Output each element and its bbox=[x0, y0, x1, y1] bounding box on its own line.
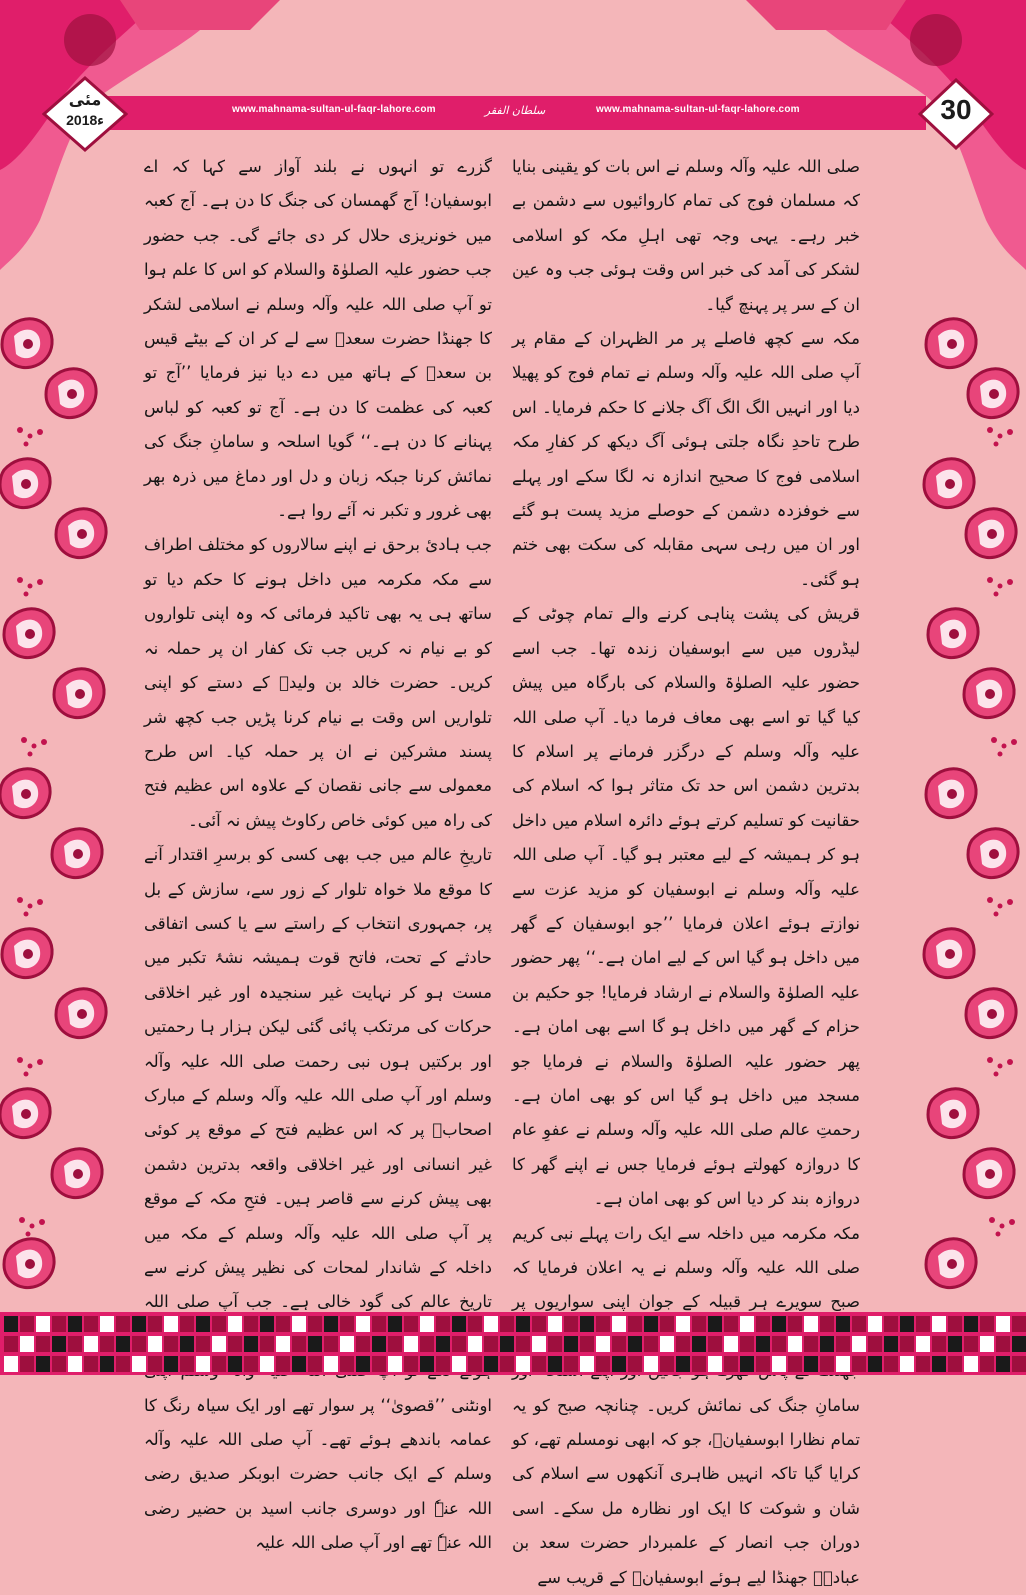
paisley-border-left bbox=[0, 319, 106, 1288]
website-url-left[interactable]: www.mahnama-sultan-ul-faqr-lahore.com bbox=[232, 104, 436, 115]
checker-strip-icon bbox=[0, 1312, 1026, 1375]
paragraph: مکہ مکرمہ میں داخلہ سے ایک رات پہلے نبی کریم صلی اللہ علیہ وآلہ وسلم نے یہ اعلان فرمایا کہ صبح سویرے ہر قبیلہ کے جوان اپنی سواریوں پر سامانِ جنگ کی نمائش کریں۔ چنانچہ صبح کو یہ تمام نظارا ابوسفیانؓ، جو کہ ابھی نومسلم تھے، کو کرایا گیا تاکہ انہیں ظاہری آنکھوں سے اسلام کی شان و شوکت کا ایک اور نظارہ مل سکے۔ اسی دوران جب انصار کے علمبردار حضرت سعد بن عبادہؓ جھنڈا لیے ہوئے ابوسفیانؓ کے قریب سے bbox=[512, 1223, 860, 1587]
paragraph: قریش کی پشت پناہی کرنے والے تمام چوٹی کے لیڈروں میں سے ابوسفیان زندہ تھا۔ جب اسے حضور علیہ الصلوٰۃ والسلام کی بارگاہ میں پیش کیا گیا تو اسے بھی معاف فرما دیا۔ آپ صلی اللہ علیہ وآلہ وسلم کے درگزر فرمانے پر اسلام کا بدترین دشمن اس حد تک متاثر ہوا کہ اسلام کی حقانیت کو تسلیم کرتے ہوئے دائرہ اسلام میں داخل ہو کر ہمیشہ کے لیے معتبر ہو گیا۔ آپ صلی اللہ علیہ وآلہ وسلم نے ابوسفیان کو مزید عزت سے نوازتے ہوئے اعلان فرمایا ’’جو ابوسفیان کے گھر میں داخل ہو گیا اس کے لیے امان ہے۔‘‘ پھر حضور علیہ الصلوٰۃ والسلام نے ارشاد فرمایا! جو حکیم بن حزام کے گھر میں داخل ہو گا اسے بھی امان ہے۔ پھر حضور علیہ الصلوٰۃ والسلام نے فرمایا جو مسجد میں داخل ہو گیا اس کو بھی امان ہے۔ رحمتِ عالم صلی اللہ علیہ وآلہ وسلم نے عفوِ عام کا دروازہ کھولتے ہوئے فرمایا جس نے اپنے گھر کا دروازہ بند کر دیا اس کو بھی امان ہے۔ bbox=[512, 604, 860, 1209]
paisley-border-right bbox=[924, 319, 1018, 1288]
article-column-right bbox=[512, 150, 860, 1595]
issue-year: 2018ء bbox=[66, 112, 104, 128]
paragraph: جب ہادیٔ برحق نے اپنے سالاروں کو مختلف اطراف سے مکہ مکرمہ میں داخل ہونے کا حکم دیا تو ساتھ ہی یہ بھی تاکید فرمائی کہ وہ اپنی تلواروں کو بے نیام نہ کریں جب تک کفار ان پر حملہ نہ کریں۔ حضرت خالد بن ولیدؓ کے دستے کو اپنی تلواریں اس وقت بے نیام کرنا پڑیں جب کچھ شر پسند مشرکین نے ان پر حملہ کیا۔ اس طرح معمولی سے جانی نقصان کے علاوہ اس عظیم فتح کی راہ میں کوئی خاص رکاوٹ پیش نہ آئی۔ bbox=[144, 535, 492, 830]
paragraph: گزرے تو انہوں نے بلند آواز سے کہا کہ اے ابوسفیان! آج گھمسان کی جنگ کا دن ہے۔ آج کعبہ میں خونریزی حلال کر دی جائے گی۔ جب حضور جب حضور علیہ الصلوٰۃ والسلام کو اس کا علم ہوا تو آپ صلی اللہ علیہ وآلہ وسلم نے اسلامی لشکر کا جھنڈا حضرت سعدؓ سے لے کر ان کے بیٹے قیس بن سعدؓ کے ہاتھ میں دے دیا نیز فرمایا ’’آج تو کعبہ کی عظمت کا دن ہے۔ آج تو کعبہ کو لباس پہنانے کا دن ہے۔‘‘ گویا اسلحہ و سامانِ جنگ کی نمائش کرنا جبکہ زبان و دل اور دماغ میں ذرہ بھر بھی غرور و تکبر نہ آئے روا ہے۔ bbox=[144, 157, 492, 521]
paragraph: مکہ سے کچھ فاصلے پر مر الظہران کے مقام پر آپ صلی اللہ علیہ وآلہ وسلم نے تمام فوج کو پھیلا دیا اور انہیں الگ الگ آگ جلانے کا حکم فرمایا۔ اس طرح تاحدِ نگاہ جلتی ہوئی آگ دیکھ کر کفارِ مکہ اسلامی فوج کا صحیح اندازہ نہ لگا سکے اور پہلے سے خوفزدہ دشمن کے حوصلے مزید پست ہو گئے اور ان میں رہی سہی مقابلہ کی سکت بھی ختم ہو گئی۔ bbox=[512, 329, 860, 589]
paragraph: صلی اللہ علیہ وآلہ وسلم نے اس بات کو یقینی بنایا کہ مسلمان فوج کی تمام کاروائیوں سے دشمن بے خبر رہے۔ یہی وجہ تھی اہلِ مکہ کو اسلامی لشکر کی آمد کی خبر اس وقت ہوئی جب وہ عین ان کے سر پر پہنچ گیا۔ bbox=[512, 157, 860, 314]
issue-month: مئی bbox=[68, 90, 102, 109]
magazine-logo: سلطان الفقر bbox=[484, 104, 546, 117]
website-url-right[interactable]: www.mahnama-sultan-ul-faqr-lahore.com bbox=[596, 104, 800, 115]
paragraph: تاریخِ عالم میں جب بھی کسی کو برسرِ اقتدار آنے کا موقع ملا خواہ تلوار کے زور سے، سازش کے بل پر، جمہوری انتخاب کے راستے سے یا کسی اتفاقی حادثے کے تحت، فاتح قوت ہمیشہ نشۂ تکبر میں مست ہو کر نہایت غیر سنجیدہ اور غیر اخلاقی حرکات کی مرتکب پائی گئی لیکن ہزار ہا رحمتیں اور برکتیں ہوں نبی رحمت صلی اللہ علیہ وآلہ وسلم اور آپ صلی اللہ علیہ وآلہ وسلم کے مبارک اصحابؓ پر کہ اس عظیم فتح کے موقع پر کوئی غیر انسانی اور غیر اخلاقی واقعہ بدترین دشمن بھی پیش کرنے سے قاصر ہیں۔ فتحِ مکہ کے موقع پر آپ صلی اللہ علیہ وآلہ وسلم کے مکہ میں داخلہ کے شاندار لمحات کی نظیر پیش کرنے سے تاریخِ عالم کی گود خالی ہے۔ جب آپ صلی اللہ اونٹنی ’’قصویٰ‘‘ پر سوار تھے اور ایک سیاہ رنگ کا عمامہ باندھے ہوئے تھے۔ آپ صلی اللہ علیہ وآلہ وسلم کے ایک جانب حضرت ابوبکر صدیق رضی اللہ عنہٗ اور دوسری جانب اسید بن حضیر رضی اللہ عنہٗ تھے اور آپ صلی اللہ علیہ bbox=[144, 845, 492, 1553]
page-number: 30 bbox=[940, 94, 972, 125]
